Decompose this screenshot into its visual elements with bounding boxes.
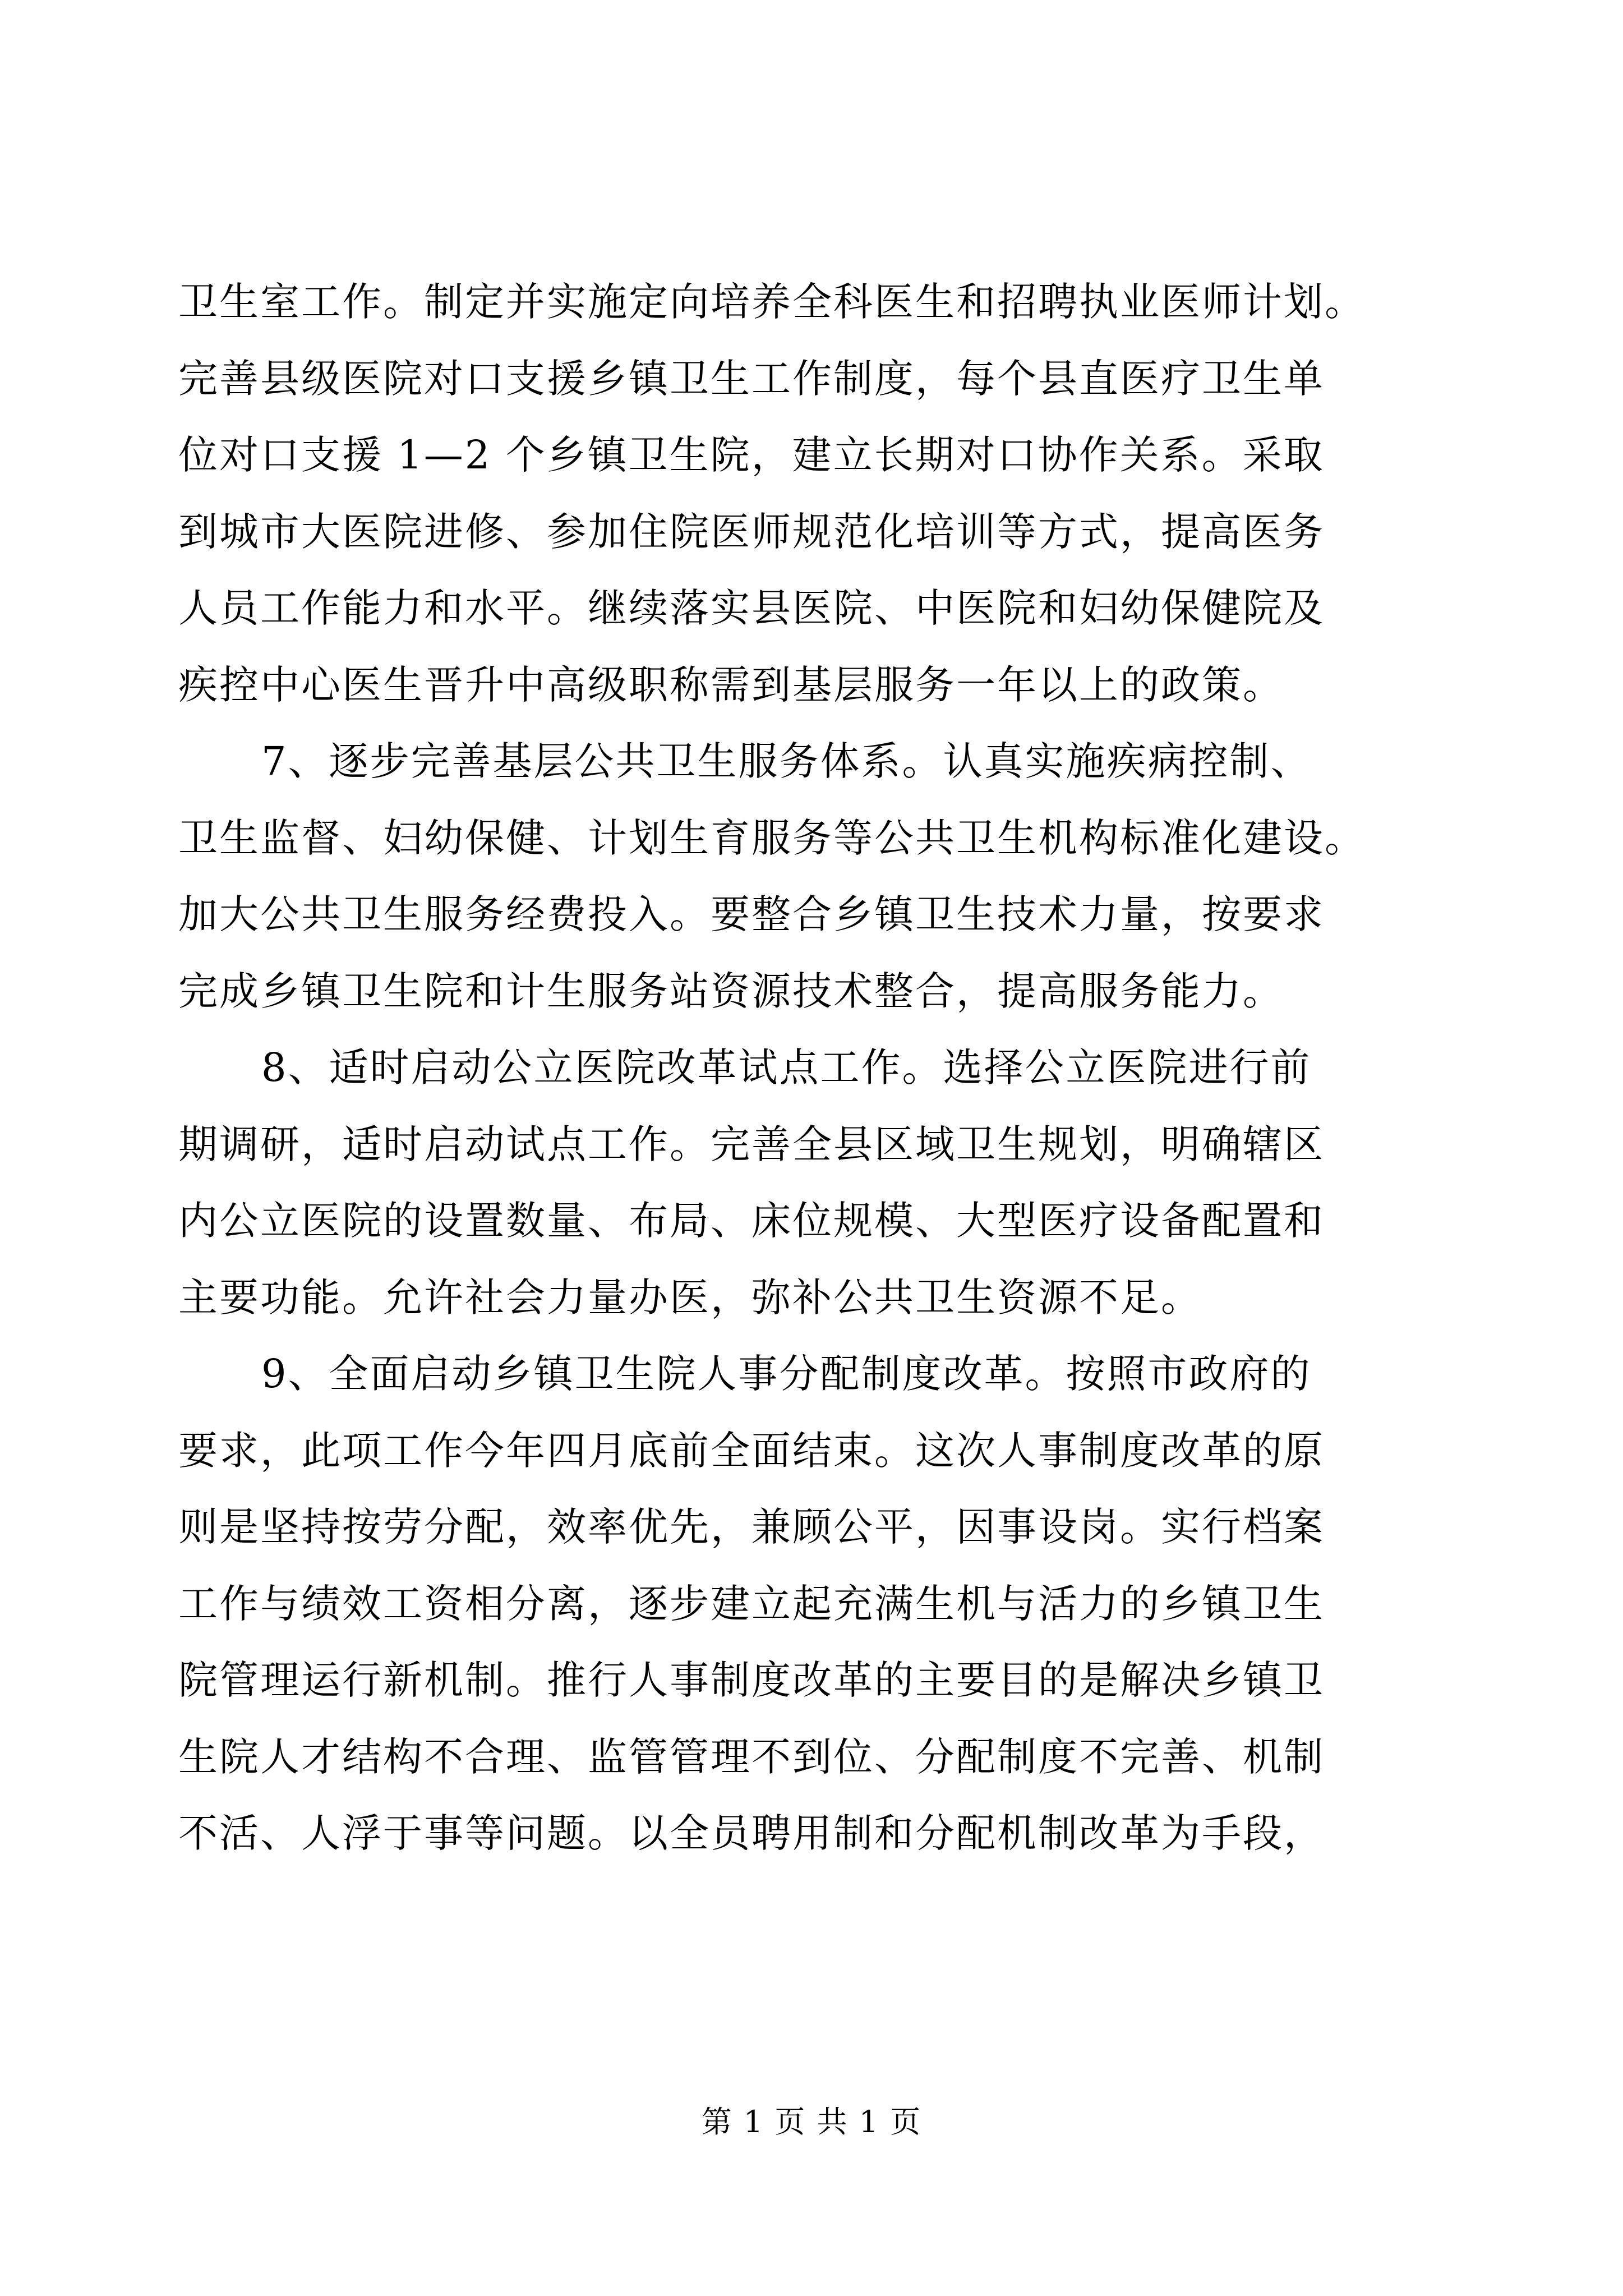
text-line: 要求，此项工作今年四月底前全面结束。这次人事制度改革的原	[178, 1427, 1325, 1474]
text-line: 工作与绩效工资相分离，逐步建立起充满生机与活力的乡镇卫生	[178, 1580, 1325, 1627]
text-line: 到城市大医院进修、参加住院医师规范化培训等方式，提高医务	[178, 508, 1325, 555]
text-line: 主要功能。允许社会力量办医，弥补公共卫生资源不足。	[178, 1274, 1202, 1320]
paragraph-start-line: 8、适时启动公立医院改革试点工作。选择公立医院进行前	[261, 1045, 1312, 1091]
text-line: 人员工作能力和水平。继续落实县医院、中医院和妇幼保健院及	[178, 585, 1325, 631]
text-line: 内公立医院的设置数量、布局、床位规模、大型医疗设备配置和	[178, 1198, 1325, 1244]
paragraph-start-line: 9、全面启动乡镇卫生院人事分配制度改革。按照市政府的	[261, 1351, 1312, 1397]
text-line: 则是坚持按劳分配，效率优先，兼顾公平，因事设岗。实行档案	[178, 1504, 1325, 1550]
text-line: 院管理运行新机制。推行人事制度改革的主要目的是解决乡镇卫	[178, 1657, 1325, 1703]
text-line: 不活、人浮于事等问题。以全员聘用制和分配机制改革为手段，	[178, 1810, 1325, 1856]
body-text	[178, 264, 1446, 1872]
text-line: 卫生监督、妇幼保健、计划生育服务等公共卫生机构标准化建设。	[178, 815, 1366, 861]
text-line: 疾控中心医生晋升中高级职称需到基层服务一年以上的政策。	[178, 661, 1284, 708]
page-footer	[0, 2102, 1623, 2142]
page-number-label: 第 1 页 共 1 页	[701, 2104, 922, 2139]
paragraph-start-line: 7、逐步完善基层公共卫生服务体系。认真实施疾病控制、	[261, 738, 1312, 784]
text-line: 加大公共卫生服务经费投入。要整合乡镇卫生技术力量，按要求	[178, 891, 1325, 937]
text-line: 生院人才结构不合理、监管管理不到位、分配制度不完善、机制	[178, 1733, 1325, 1780]
text-line: 位对口支援 1—2 个乡镇卫生院，建立长期对口协作关系。采取	[178, 432, 1325, 478]
text-line: 期调研，适时启动试点工作。完善全县区域卫生规划，明确辖区	[178, 1121, 1325, 1167]
text-line: 完成乡镇卫生院和计生服务站资源技术整合，提高服务能力。	[178, 968, 1284, 1014]
text-line: 卫生室工作。制定并实施定向培养全科医生和招聘执业医师计划。	[178, 279, 1366, 325]
text-line: 完善县级医院对口支援乡镇卫生工作制度，每个县直医疗卫生单	[178, 355, 1325, 402]
